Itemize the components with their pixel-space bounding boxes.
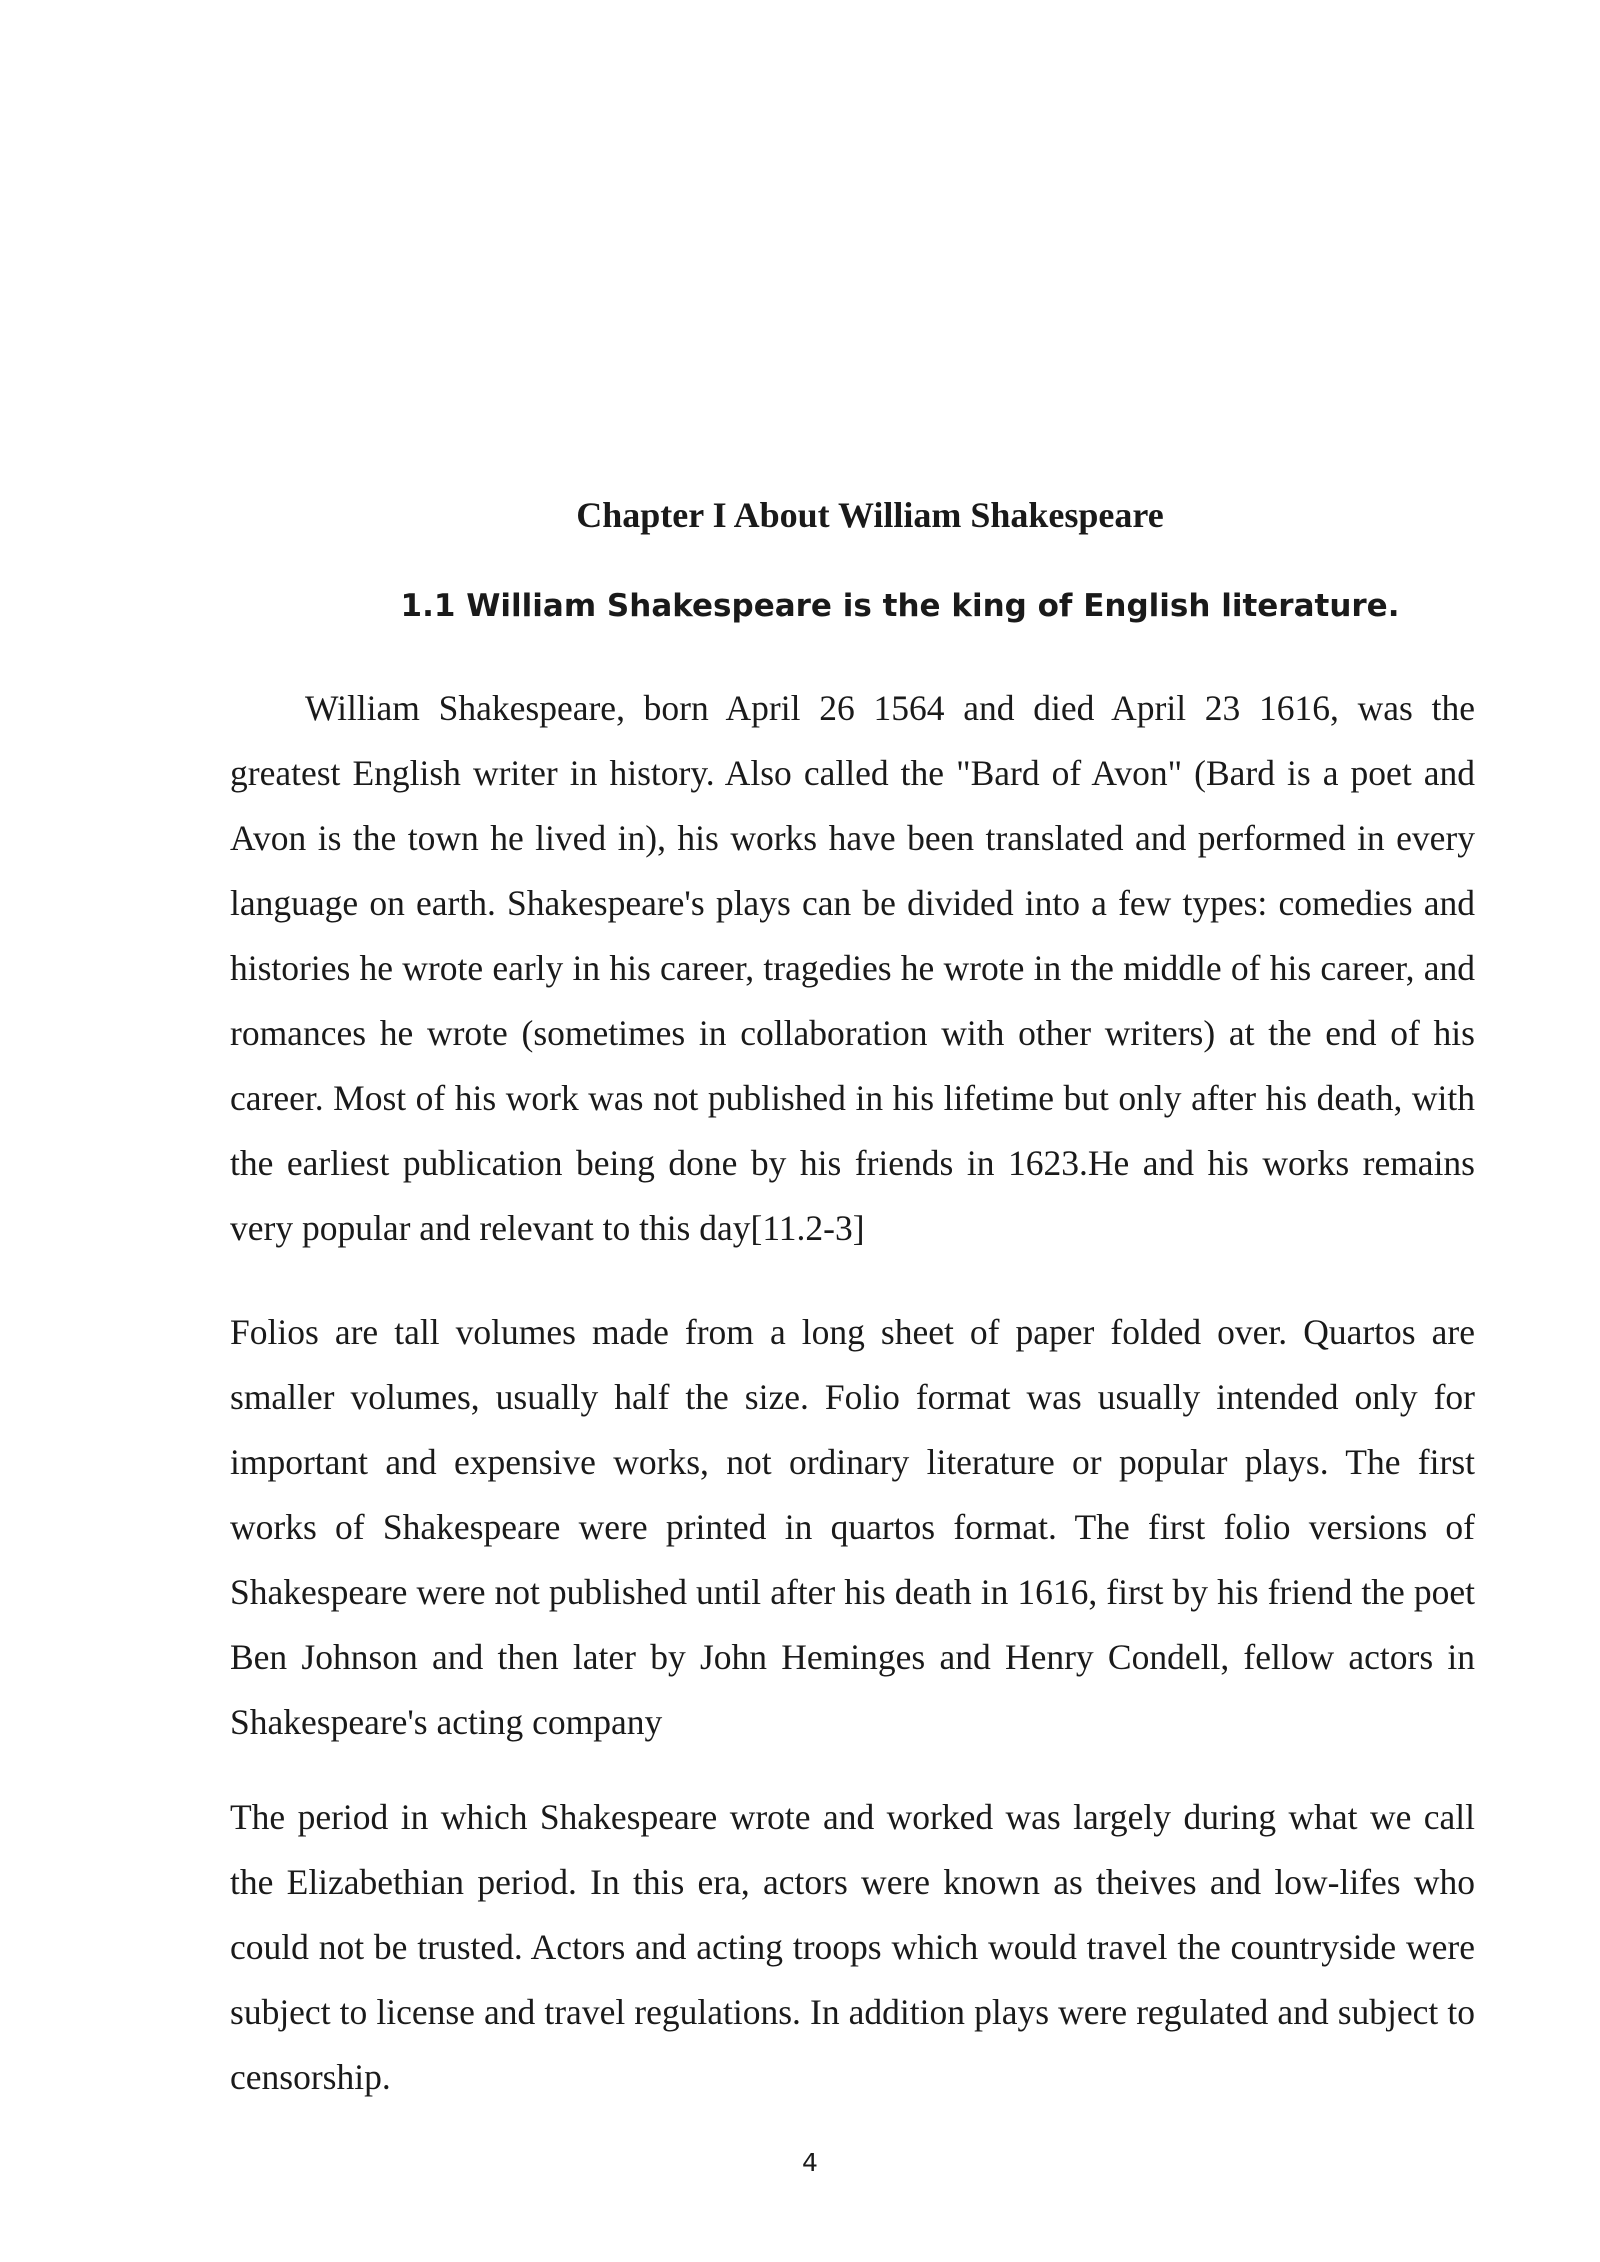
paragraph-elizabethan-period: The period in which Shakespeare wrote and worked was largely during what we call the Elizabethian period. In this era, actors were known as theives and low-lifes who could not be trusted. Actors and acting troops which would travel the countryside were subject to license and travel regulations. In addition plays were regulated and subject to censorship. (230, 1797, 1475, 2097)
chapter-title: Chapter I About William Shakespeare (576, 495, 1164, 535)
page-number: 4 (802, 2148, 818, 2177)
section-title: 1.1 William Shakespeare is the king of English literature. (400, 588, 1400, 624)
paragraph-folios-quartos: Folios are tall volumes made from a long sheet of paper folded over. Quartos are smaller volumes, usually half the size. Folio format was usually intended only for important and expensive works, not ordinary literature or popular plays. The first works of Shakespeare were printed in quartos format. The first folio versions of Shakespeare were not published until after his death in 1616, first by his friend the poet Ben Johnson and then later by John Heminges and Henry Condell, fellow actors in Shakespeare's acting company (230, 1312, 1475, 1742)
paragraph-shakespeare-biography: William Shakespeare, born April 26 1564 and died April 23 1616, was the greatest English writer in history. Also called the "Bard of Avon" (Bard is a poet and Avon is the town he lived in), his works have been translated and performed in every language on earth. Shakespeare's plays can be divided into a few types: comedies and histories he wrote early in his career, tragedies he wrote in the middle of his career, and romances he wrote (sometimes in collaboration with other writers) at the end of his career. Most of his work was not published in his lifetime but only after his death, with the earliest publication being done by his friends in 1623.He and his works remains very popular and relevant to this day[11.2-3] (230, 688, 1475, 1248)
